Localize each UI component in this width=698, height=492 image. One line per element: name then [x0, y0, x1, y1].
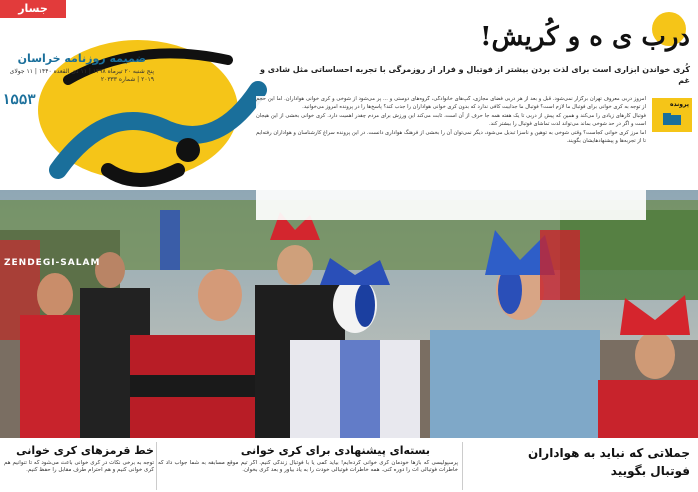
- bottom-headline-left: خط قرمزهای کری خوانی: [16, 444, 154, 457]
- column-divider: [156, 442, 157, 490]
- bottom-text-center: پرسپولیسی که بازها خودمان کری خوانی کرده‌ایم! بیاید کمی یا با فوتبال زندگی کنیم. اگر تیم موقع مسابقه به شما جواب داد که خاطرات فوتبالی ات را دوره کنی. همه خاطرات فوتبالی خودت را به یاد بیاور و بعد کری بخوان.: [158, 460, 458, 473]
- fans-photo: [0, 190, 698, 440]
- article-paragraph: امروز دربی معروف تهران برگزار نمی‌شود. قبل و بعد از هر دربی فضای مجازی، گپ‌های خانوادگی، گروه‌های دوستی و ... پر می‌شود از شوخی و کری خوانی هواداران. اما این حجم از توجه به کری خوانی برای فوتبال ما لازم است؟ فوتبال ما جذابیت کافی ندارد که بدون کری خوانی هواداران را جذب کند؟ پاسخ‌ها را در پرونده امروز می‌خوانید.: [256, 96, 646, 110]
- bottom-headline-center: بسته‌ای پیشنهادی برای کری خوانی: [240, 444, 430, 457]
- article-paragraph: اما مرز کری خوانی کجاست؟ وقتی شوخی به توهین و ناسزا تبدیل می‌شود، دیگر نمی‌توان آن را بخشی از فرهنگ هواداری دانست. در این پرونده سراغ کارشناسان و هواداران رفته‌ایم تا از تجربه‌ها و پیشنهادهایشان بگویند.: [256, 130, 646, 144]
- main-headline: درب ی ه و کُریش!: [480, 22, 690, 52]
- article-body: [256, 96, 646, 220]
- section-badge: جسار: [0, 0, 66, 18]
- bottom-text-left: توجه به برخی نکات در کری خوانی باعث می‌شود که تا تنوانیم هم کری خوانی کنیم و هم احترام طرف مقابل را حفظ کنیم.: [4, 460, 154, 473]
- folder-icon: [662, 112, 682, 126]
- dossier-label: پرونده: [670, 101, 689, 108]
- supplement-title: ضمیمه روزنامه خراسان: [17, 52, 146, 65]
- dossier-box: [652, 98, 692, 132]
- bottom-headline-right: جملاتی که نباید به هواداران فوتبال بگویید: [527, 446, 690, 478]
- zendegi-salam-logo: [28, 20, 268, 200]
- fans-photo-illustration: [0, 190, 698, 440]
- column-divider: [462, 442, 463, 490]
- brand-latin-name: ZENDEGI-SALAM: [4, 258, 101, 268]
- sub-headline: کُری خواندن ابزاری است برای لذت بردن بیشتر از فوتبال و فرار از روزمرگی با تجربه احساساتی مثل شادی و غم: [259, 65, 690, 85]
- dateline: پنج شنبه ۲۰ تیرماه ۱۳۹۸ | ۱۱ ذی القعده ۱۴۴۰ | ۱۱ جولای ۲۰۱۹ | شماره ۲۰۳۳۳: [9, 68, 154, 83]
- issue-number: ۱۵۵۳: [2, 92, 36, 108]
- article-paragraph: فوتبال کارهای زیادی را می‌کند و همین که پیش از دربی تا یک هفته همه جا حرف از آن است، ثابت می‌کند این ورزش برای مردم چقدر اهمیت دارد. کری خوانی بخشی از این هیجان است و اگر در حد شوخی بماند می‌تواند لذت تماشای فوتبال را بیشتر کند.: [256, 113, 646, 127]
